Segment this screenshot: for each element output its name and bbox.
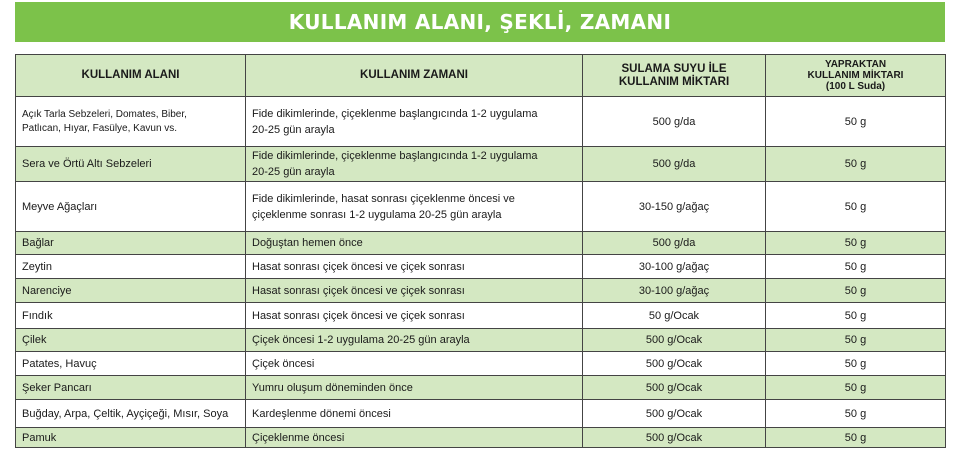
header-irrigation-line2: KULLANIM MİKTARI xyxy=(618,75,730,88)
header-foliar xyxy=(766,55,946,97)
cell-area: Buğday, Arpa, Çeltik, Ayçiçeği, Mısır, Soya xyxy=(16,400,246,428)
cell-irrigation: 30-100 g/ağaç xyxy=(583,279,766,303)
cell-time-line2: 20-25 gün arayla xyxy=(252,166,335,178)
table-row xyxy=(16,428,946,448)
cell-time-line1: Fide dikimlerinde, hasat sonrası çiçeklenme öncesi ve xyxy=(252,192,515,205)
cell-irrigation: 500 g/da xyxy=(583,232,766,255)
cell-area: Fındık xyxy=(16,303,246,329)
cell-foliar: 50 g xyxy=(766,376,946,400)
table-header-row xyxy=(16,55,946,97)
table-row xyxy=(16,255,946,279)
cell-area: Patates, Havuç xyxy=(16,352,246,376)
cell-time: Doğuştan hemen önce xyxy=(246,232,583,255)
table-row xyxy=(16,147,946,182)
cell-foliar: 50 g xyxy=(766,182,946,232)
table-row xyxy=(16,232,946,255)
cell-area: Şeker Pancarı xyxy=(16,376,246,400)
cell-time: Çiçeklenme öncesi xyxy=(246,428,583,448)
cell-foliar: 50 g xyxy=(766,147,946,182)
cell-foliar: 50 g xyxy=(766,303,946,329)
cell-irrigation: 500 g/da xyxy=(583,97,766,147)
cell-area: Narenciye xyxy=(16,279,246,303)
header-irrigation xyxy=(583,55,766,97)
cell-irrigation: 30-150 g/ağaç xyxy=(583,182,766,232)
cell-time: Hasat sonrası çiçek öncesi ve çiçek sonrası xyxy=(246,255,583,279)
cell-foliar: 50 g xyxy=(766,329,946,352)
cell-foliar: 50 g xyxy=(766,232,946,255)
cell-area: Çilek xyxy=(16,329,246,352)
table-row xyxy=(16,352,946,376)
table-row xyxy=(16,97,946,147)
cell-irrigation: 500 g/Ocak xyxy=(583,428,766,448)
cell-area: Pamuk xyxy=(16,428,246,448)
cell-area: Sera ve Örtü Altı Sebzeleri xyxy=(16,147,246,182)
cell-time: Kardeşlenme dönemi öncesi xyxy=(246,400,583,428)
cell-foliar: 50 g xyxy=(766,400,946,428)
cell-foliar: 50 g xyxy=(766,279,946,303)
cell-irrigation: 30-100 g/ağaç xyxy=(583,255,766,279)
cell-irrigation: 500 g/da xyxy=(583,147,766,182)
cell-irrigation: 500 g/Ocak xyxy=(583,352,766,376)
table-row xyxy=(16,303,946,329)
cell-foliar: 50 g xyxy=(766,97,946,147)
header-area: KULLANIM ALANI xyxy=(16,55,246,97)
cell-time-line2: 20-25 gün arayla xyxy=(252,123,335,136)
cell-time: Çiçek öncesi 1-2 uygulama 20-25 gün arayla xyxy=(246,329,583,352)
cell-time-line2: çiçeklenme sonrası 1-2 uygulama 20-25 gün arayla xyxy=(252,208,502,221)
cell-area-line1: Açık Tarla Sebzeleri, Domates, Biber, xyxy=(22,108,187,120)
table-row xyxy=(16,376,946,400)
header-time: KULLANIM ZAMANI xyxy=(246,55,583,97)
cell-irrigation: 500 g/Ocak xyxy=(583,400,766,428)
cell-area: Bağlar xyxy=(16,232,246,255)
header-foliar-line3: (100 L Suda) xyxy=(825,81,886,92)
usage-table xyxy=(15,54,946,448)
cell-area xyxy=(16,97,246,147)
table-row xyxy=(16,329,946,352)
cell-time xyxy=(246,182,583,232)
cell-area: Meyve Ağaçları xyxy=(16,182,246,232)
cell-time: Hasat sonrası çiçek öncesi ve çiçek sonrası xyxy=(246,303,583,329)
header-foliar-line1: YAPRAKTAN xyxy=(824,59,887,70)
table-row xyxy=(16,279,946,303)
table-row xyxy=(16,182,946,232)
cell-time: Çiçek öncesi xyxy=(246,352,583,376)
cell-area-line2: Patlıcan, Hıyar, Fasülye, Kavun vs. xyxy=(22,122,178,134)
cell-irrigation: 500 g/Ocak xyxy=(583,329,766,352)
cell-irrigation: 500 g/Ocak xyxy=(583,376,766,400)
cell-time: Yumru oluşum döneminden önce xyxy=(246,376,583,400)
cell-area: Zeytin xyxy=(16,255,246,279)
cell-time xyxy=(246,97,583,147)
cell-foliar: 50 g xyxy=(766,255,946,279)
page-title: KULLANIM ALANI, ŞEKLİ, ZAMANI xyxy=(15,2,945,42)
table-row xyxy=(16,400,946,428)
cell-foliar: 50 g xyxy=(766,352,946,376)
header-irrigation-line1: SULAMA SUYU İLE xyxy=(621,62,727,75)
cell-foliar: 50 g xyxy=(766,428,946,448)
cell-time xyxy=(246,147,583,182)
cell-time-line1: Fide dikimlerinde, çiçeklenme başlangıcında 1-2 uygulama xyxy=(252,107,538,120)
header-foliar-line2: KULLANIM MİKTARI xyxy=(807,70,904,81)
cell-time: Hasat sonrası çiçek öncesi ve çiçek sonrası xyxy=(246,279,583,303)
cell-time-line1: Fide dikimlerinde, çiçeklenme başlangıcında 1-2 uygulama xyxy=(252,150,538,162)
cell-irrigation: 50 g/Ocak xyxy=(583,303,766,329)
